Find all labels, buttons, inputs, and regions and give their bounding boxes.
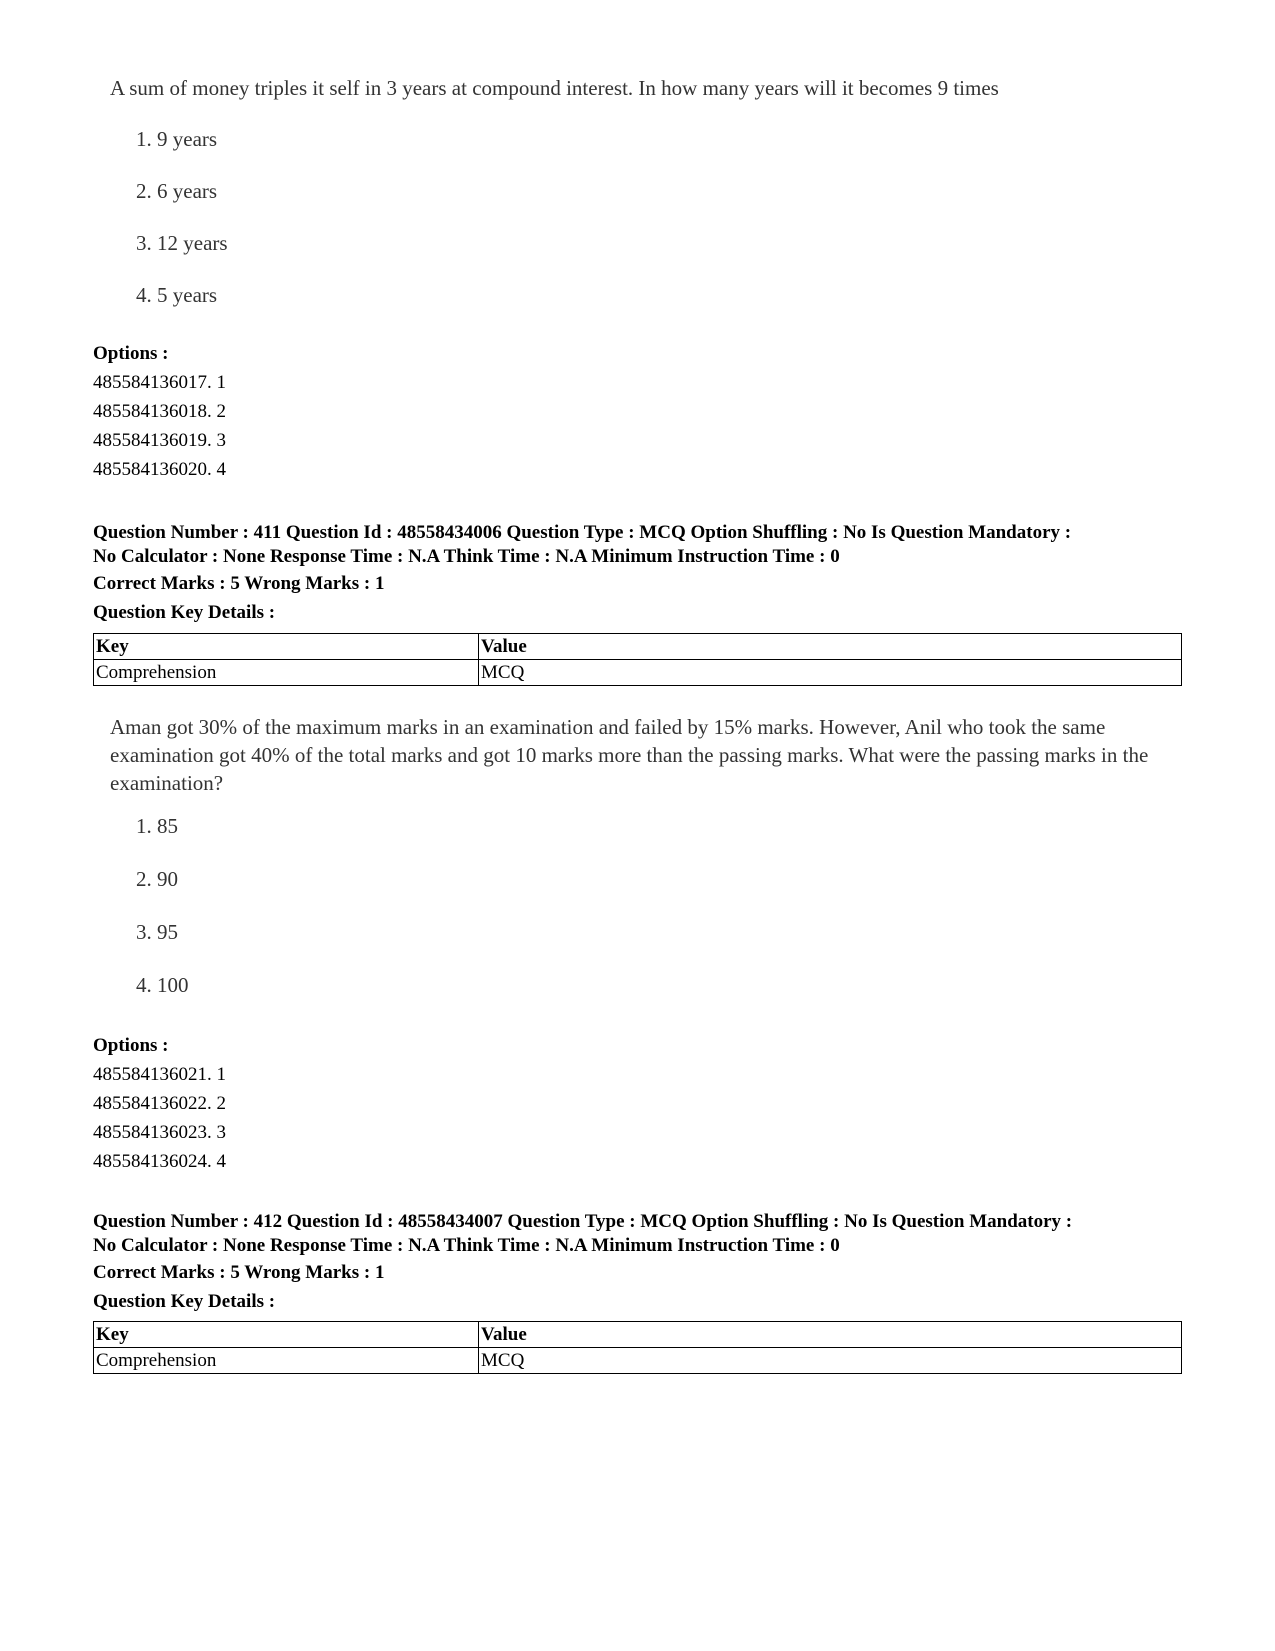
cell-key: Comprehension (94, 1348, 479, 1374)
cell-value: MCQ (479, 1348, 1182, 1374)
option-id: 485584136022. 2 (93, 1093, 226, 1114)
option-id: 485584136020. 4 (93, 459, 226, 480)
option-id: 485584136021. 1 (93, 1064, 226, 1085)
marks-line: Correct Marks : 5 Wrong Marks : 1 (93, 573, 385, 594)
question-image-2 (110, 713, 1160, 997)
option-id: 485584136017. 1 (93, 372, 226, 393)
question-header-line1: Question Number : 412 Question Id : 48558434007 Question Type : MCQ Option Shuffling : No Is Question Mandatory : (93, 1211, 1073, 1232)
choice-2: 2. 6 years (136, 179, 218, 203)
table-header-row (94, 1322, 1182, 1348)
option-id: 485584136023. 3 (93, 1122, 226, 1143)
option-id: 485584136024. 4 (93, 1151, 226, 1172)
table-header-row (94, 634, 1182, 660)
choice-2: 2. 90 (136, 867, 178, 891)
option-id: 485584136019. 3 (93, 430, 226, 451)
options-list-1 (93, 339, 1183, 484)
cell-value: MCQ (479, 660, 1182, 686)
options-label: Options : (93, 343, 169, 364)
question-text: A sum of money triples it self in 3 years at compound interest. In how many years will it becomes 9 times (110, 76, 999, 100)
header-value: Value (479, 634, 1182, 660)
question-text: Aman got 30% of the maximum marks in an examination and failed by 15% marks. However, Anil who took the same examination got 40% of the total marks and got 10 marks more than the passing marks. What were the passing marks in the examination? (110, 715, 1149, 795)
choice-3: 3. 95 (136, 920, 178, 944)
header-key: Key (94, 634, 479, 660)
key-details-table-411 (93, 633, 1182, 686)
question-meta-412 (93, 1210, 1183, 1316)
key-details-label: Question Key Details : (93, 1291, 276, 1312)
question-header-line2: No Calculator : None Response Time : N.A Think Time : N.A Minimum Instruction Time : 0 (93, 546, 840, 567)
question-header-line2: No Calculator : None Response Time : N.A Think Time : N.A Minimum Instruction Time : 0 (93, 1235, 840, 1256)
question-image-1 (110, 74, 1160, 307)
choice-4: 4. 5 years (136, 283, 218, 307)
marks-line: Correct Marks : 5 Wrong Marks : 1 (93, 1262, 385, 1283)
table-row (94, 660, 1182, 686)
question-meta-411 (93, 521, 1183, 627)
table-row (94, 1348, 1182, 1374)
key-details-table-412 (93, 1321, 1182, 1374)
choice-3: 3. 12 years (136, 231, 228, 255)
options-list-2 (93, 1031, 1183, 1176)
header-key: Key (94, 1322, 479, 1348)
header-value: Value (479, 1322, 1182, 1348)
question-header-line1: Question Number : 411 Question Id : 48558434006 Question Type : MCQ Option Shuffling : No Is Question Mandatory : (93, 522, 1072, 543)
key-details-label: Question Key Details : (93, 602, 276, 623)
choice-1: 1. 9 years (136, 127, 218, 151)
cell-key: Comprehension (94, 660, 479, 686)
choice-4: 4. 100 (136, 973, 189, 997)
choice-1: 1. 85 (136, 814, 178, 838)
options-label: Options : (93, 1035, 169, 1056)
option-id: 485584136018. 2 (93, 401, 226, 422)
